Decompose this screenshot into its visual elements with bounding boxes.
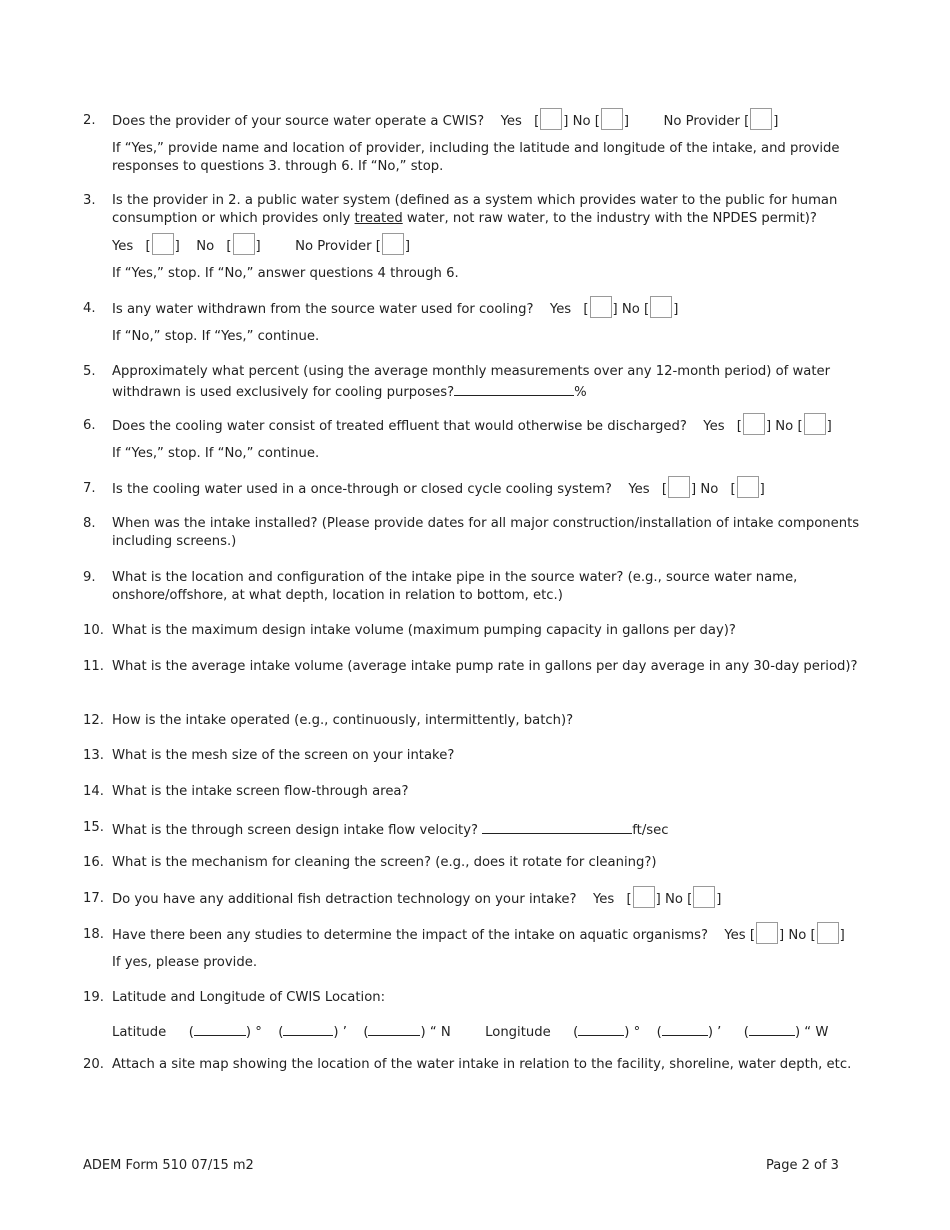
bracket: ] <box>623 114 630 129</box>
paren: ) <box>624 1025 630 1040</box>
no-label: No <box>621 302 640 317</box>
bracket: ] <box>765 419 772 434</box>
question-number: 6. <box>83 418 96 433</box>
bracket: [ <box>661 482 667 497</box>
bracket: ] <box>691 482 697 497</box>
question-20 <box>83 1056 873 1074</box>
question-text <box>112 192 873 228</box>
yes-checkbox[interactable] <box>668 476 690 498</box>
instruction-text: If “No,” stop. If “Yes,” continue. <box>112 329 320 344</box>
velocity-unit: ft/sec <box>632 823 669 838</box>
west-label: “ W <box>804 1025 829 1040</box>
yes-checkbox[interactable] <box>756 922 778 944</box>
question-number: 10. <box>83 623 104 638</box>
question-number: 19. <box>83 990 104 1005</box>
yes-checkbox[interactable] <box>152 233 174 255</box>
yes-label: Yes <box>724 928 746 943</box>
question-10 <box>83 622 873 640</box>
bracket: ] <box>839 928 845 943</box>
question-text: What is the maximum design intake volume (maximum pumping capacity in gallons per day)? <box>112 623 736 638</box>
question-9 <box>83 569 873 605</box>
question-text: Approximately what percent (using the average monthly measurements over any 12-month period) of water withdrawn is used exclusively for cooling purposes? <box>112 364 831 400</box>
question-number: 13. <box>83 748 104 763</box>
instruction-text: If yes, please provide. <box>112 955 258 970</box>
bracket: [ <box>594 114 600 129</box>
bracket: [ <box>534 114 540 129</box>
no-provider-label: No Provider <box>295 239 372 254</box>
question-text: Does the provider of your source water operate a CWIS? <box>112 114 485 129</box>
question-text: What is the mesh size of the screen on your intake? <box>112 748 455 763</box>
bracket: [ <box>797 419 803 434</box>
yes-label: Yes <box>549 302 572 317</box>
question-number: 20. <box>83 1057 104 1072</box>
bracket: ] <box>673 302 679 317</box>
latitude-minutes-input[interactable] <box>283 1021 333 1036</box>
yes-label: Yes <box>592 892 615 907</box>
velocity-input[interactable] <box>482 819 632 834</box>
paren: ( <box>743 1025 749 1040</box>
percent-unit: % <box>574 385 587 400</box>
yes-label: Yes <box>628 482 650 497</box>
yes-label: Yes <box>112 239 134 254</box>
bracket: ] <box>612 302 618 317</box>
question-text: What is the intake screen flow-through area? <box>112 784 409 799</box>
question-text: Have there been any studies to determine the impact of the intake on aquatic organisms? <box>112 928 708 943</box>
bracket: [ <box>687 892 693 907</box>
question-number: 16. <box>83 855 104 870</box>
no-label: No <box>775 419 794 434</box>
bracket: ] <box>404 239 411 254</box>
no-label: No <box>572 114 591 129</box>
question-text-part: water, not raw water, to the industry with the NPDES permit)? <box>402 211 817 226</box>
question-18 <box>83 926 873 972</box>
paren: ) <box>333 1025 339 1040</box>
no-checkbox[interactable] <box>650 296 672 318</box>
percent-input[interactable] <box>454 381 574 396</box>
bracket: ] <box>826 419 832 434</box>
question-text: What is the location and configuration of the intake pipe in the source water? (e.g., source water name, onshore/offshore, at what depth, location in relation to bottom, etc.) <box>112 570 798 603</box>
degree-symbol: ° <box>255 1025 262 1040</box>
latitude-seconds-input[interactable] <box>368 1021 420 1036</box>
question-11 <box>83 658 873 676</box>
question-text: Is any water withdrawn from the source water used for cooling? <box>112 302 534 317</box>
question-number: 8. <box>83 516 96 531</box>
bracket: [ <box>736 419 742 434</box>
no-provider-label: No Provider <box>663 114 740 129</box>
bracket: [ <box>626 892 632 907</box>
question-number: 5. <box>83 364 96 379</box>
yes-label: Yes <box>500 114 522 129</box>
bracket: [ <box>375 239 381 254</box>
longitude-degrees-input[interactable] <box>578 1021 624 1036</box>
bracket: [ <box>583 302 589 317</box>
page-number: Page 2 of 3 <box>766 1158 839 1173</box>
question-14 <box>83 783 873 801</box>
paren: ( <box>188 1025 194 1040</box>
yes-checkbox[interactable] <box>590 296 612 318</box>
question-5 <box>83 363 873 402</box>
question-text: What is the through screen design intake flow velocity? <box>112 823 479 838</box>
bracket: ] <box>759 482 765 497</box>
paren: ) <box>420 1025 426 1040</box>
question-number: 2. <box>83 113 96 128</box>
question-text: What is the mechanism for cleaning the screen? (e.g., does it rotate for cleaning?) <box>112 855 657 870</box>
question-number: 15. <box>83 820 104 835</box>
bracket: ] <box>255 239 261 254</box>
bracket: [ <box>749 928 756 943</box>
bracket: ] <box>779 928 785 943</box>
question-text: Attach a site map showing the location of the water intake in relation to the facility, shoreline, water depth, etc. <box>112 1057 852 1072</box>
question-text: Does the cooling water consist of treated effluent that would otherwise be discharged? <box>112 419 687 434</box>
paren: ( <box>278 1025 284 1040</box>
question-number: 12. <box>83 713 104 728</box>
paren: ( <box>573 1025 579 1040</box>
latitude-label: Latitude <box>112 1025 167 1040</box>
degree-symbol: ° <box>633 1025 641 1040</box>
question-16 <box>83 854 873 872</box>
question-3 <box>83 192 873 283</box>
bracket: [ <box>810 928 816 943</box>
no-checkbox[interactable] <box>233 233 255 255</box>
coordinates-row <box>112 1021 873 1042</box>
paren: ) <box>707 1025 713 1040</box>
no-checkbox[interactable] <box>693 886 715 908</box>
instruction-text: If “Yes,” stop. If “No,” continue. <box>112 446 320 461</box>
longitude-minutes-input[interactable] <box>662 1021 708 1036</box>
minute-symbol: ’ <box>717 1025 722 1040</box>
no-label: No <box>788 928 807 943</box>
question-text: How is the intake operated (e.g., continuously, intermittently, batch)? <box>112 713 574 728</box>
question-number: 11. <box>83 659 104 674</box>
question-number: 17. <box>83 891 104 906</box>
bracket: ] <box>563 114 569 129</box>
longitude-label: Longitude <box>485 1025 551 1040</box>
paren: ) <box>794 1025 801 1040</box>
latitude-degrees-input[interactable] <box>194 1021 246 1036</box>
bracket: ] <box>773 114 779 129</box>
question-number: 3. <box>83 193 96 208</box>
bracket: [ <box>730 482 736 497</box>
yes-label: Yes <box>703 419 725 434</box>
no-label: No <box>664 892 683 907</box>
question-text: Latitude and Longitude of CWIS Location: <box>112 990 386 1005</box>
question-text: When was the intake installed? (Please provide dates for all major construction/installation of intake components including screens.) <box>112 516 860 549</box>
question-8 <box>83 515 873 551</box>
answer-row <box>112 237 873 256</box>
no-provider-checkbox[interactable] <box>382 233 404 255</box>
bracket: [ <box>744 114 750 129</box>
no-checkbox[interactable] <box>737 476 759 498</box>
yes-checkbox[interactable] <box>743 413 765 435</box>
bracket: [ <box>644 302 650 317</box>
question-12 <box>83 712 873 730</box>
question-13 <box>83 747 873 765</box>
no-label: No <box>196 239 215 254</box>
bracket: [ <box>226 239 232 254</box>
yes-checkbox[interactable] <box>633 886 655 908</box>
minute-symbol: ’ <box>342 1025 347 1040</box>
no-checkbox[interactable] <box>804 413 826 435</box>
question-number: 18. <box>83 927 104 942</box>
north-label: “ N <box>429 1025 451 1040</box>
question-text: What is the average intake volume (average intake pump rate in gallons per day average in any 30-day period)? <box>112 659 858 674</box>
paren: ) <box>245 1025 251 1040</box>
no-provider-checkbox[interactable] <box>750 108 772 130</box>
instruction-text: If “Yes,” stop. If “No,” answer questions 4 through 6. <box>112 266 459 281</box>
longitude-seconds-input[interactable] <box>749 1021 795 1036</box>
question-number: 9. <box>83 570 96 585</box>
form-id: ADEM Form 510 07/15 m2 <box>83 1158 254 1173</box>
paren: ( <box>363 1025 369 1040</box>
bracket: ] <box>174 239 180 254</box>
question-text-part: Is the provider in 2. a public water system (defined as a system which provides water to the public for human consumption or which provides only <box>112 193 838 226</box>
underlined-text: treated <box>354 211 403 226</box>
question-text: Do you have any additional fish detraction technology on your intake? <box>112 892 577 907</box>
question-4 <box>83 300 873 346</box>
no-checkbox[interactable] <box>601 108 623 130</box>
question-2 <box>83 112 873 176</box>
yes-checkbox[interactable] <box>540 108 562 130</box>
paren: ( <box>656 1025 662 1040</box>
question-7 <box>83 480 873 499</box>
question-17 <box>83 890 873 909</box>
question-6 <box>83 417 873 463</box>
bracket: [ <box>145 239 151 254</box>
question-text: Is the cooling water used in a once-through or closed cycle cooling system? <box>112 482 612 497</box>
question-19 <box>83 989 873 1042</box>
no-checkbox[interactable] <box>817 922 839 944</box>
instruction-text: If “Yes,” provide name and location of provider, including the latitude and longitude of the intake, and provide responses to questions 3. through 6. If “No,” stop. <box>112 141 840 174</box>
question-number: 7. <box>83 481 96 496</box>
question-number: 4. <box>83 301 96 316</box>
bracket: ] <box>716 892 722 907</box>
no-label: No <box>700 482 719 497</box>
question-number: 14. <box>83 784 104 799</box>
bracket: ] <box>655 892 661 907</box>
question-15 <box>83 819 873 840</box>
